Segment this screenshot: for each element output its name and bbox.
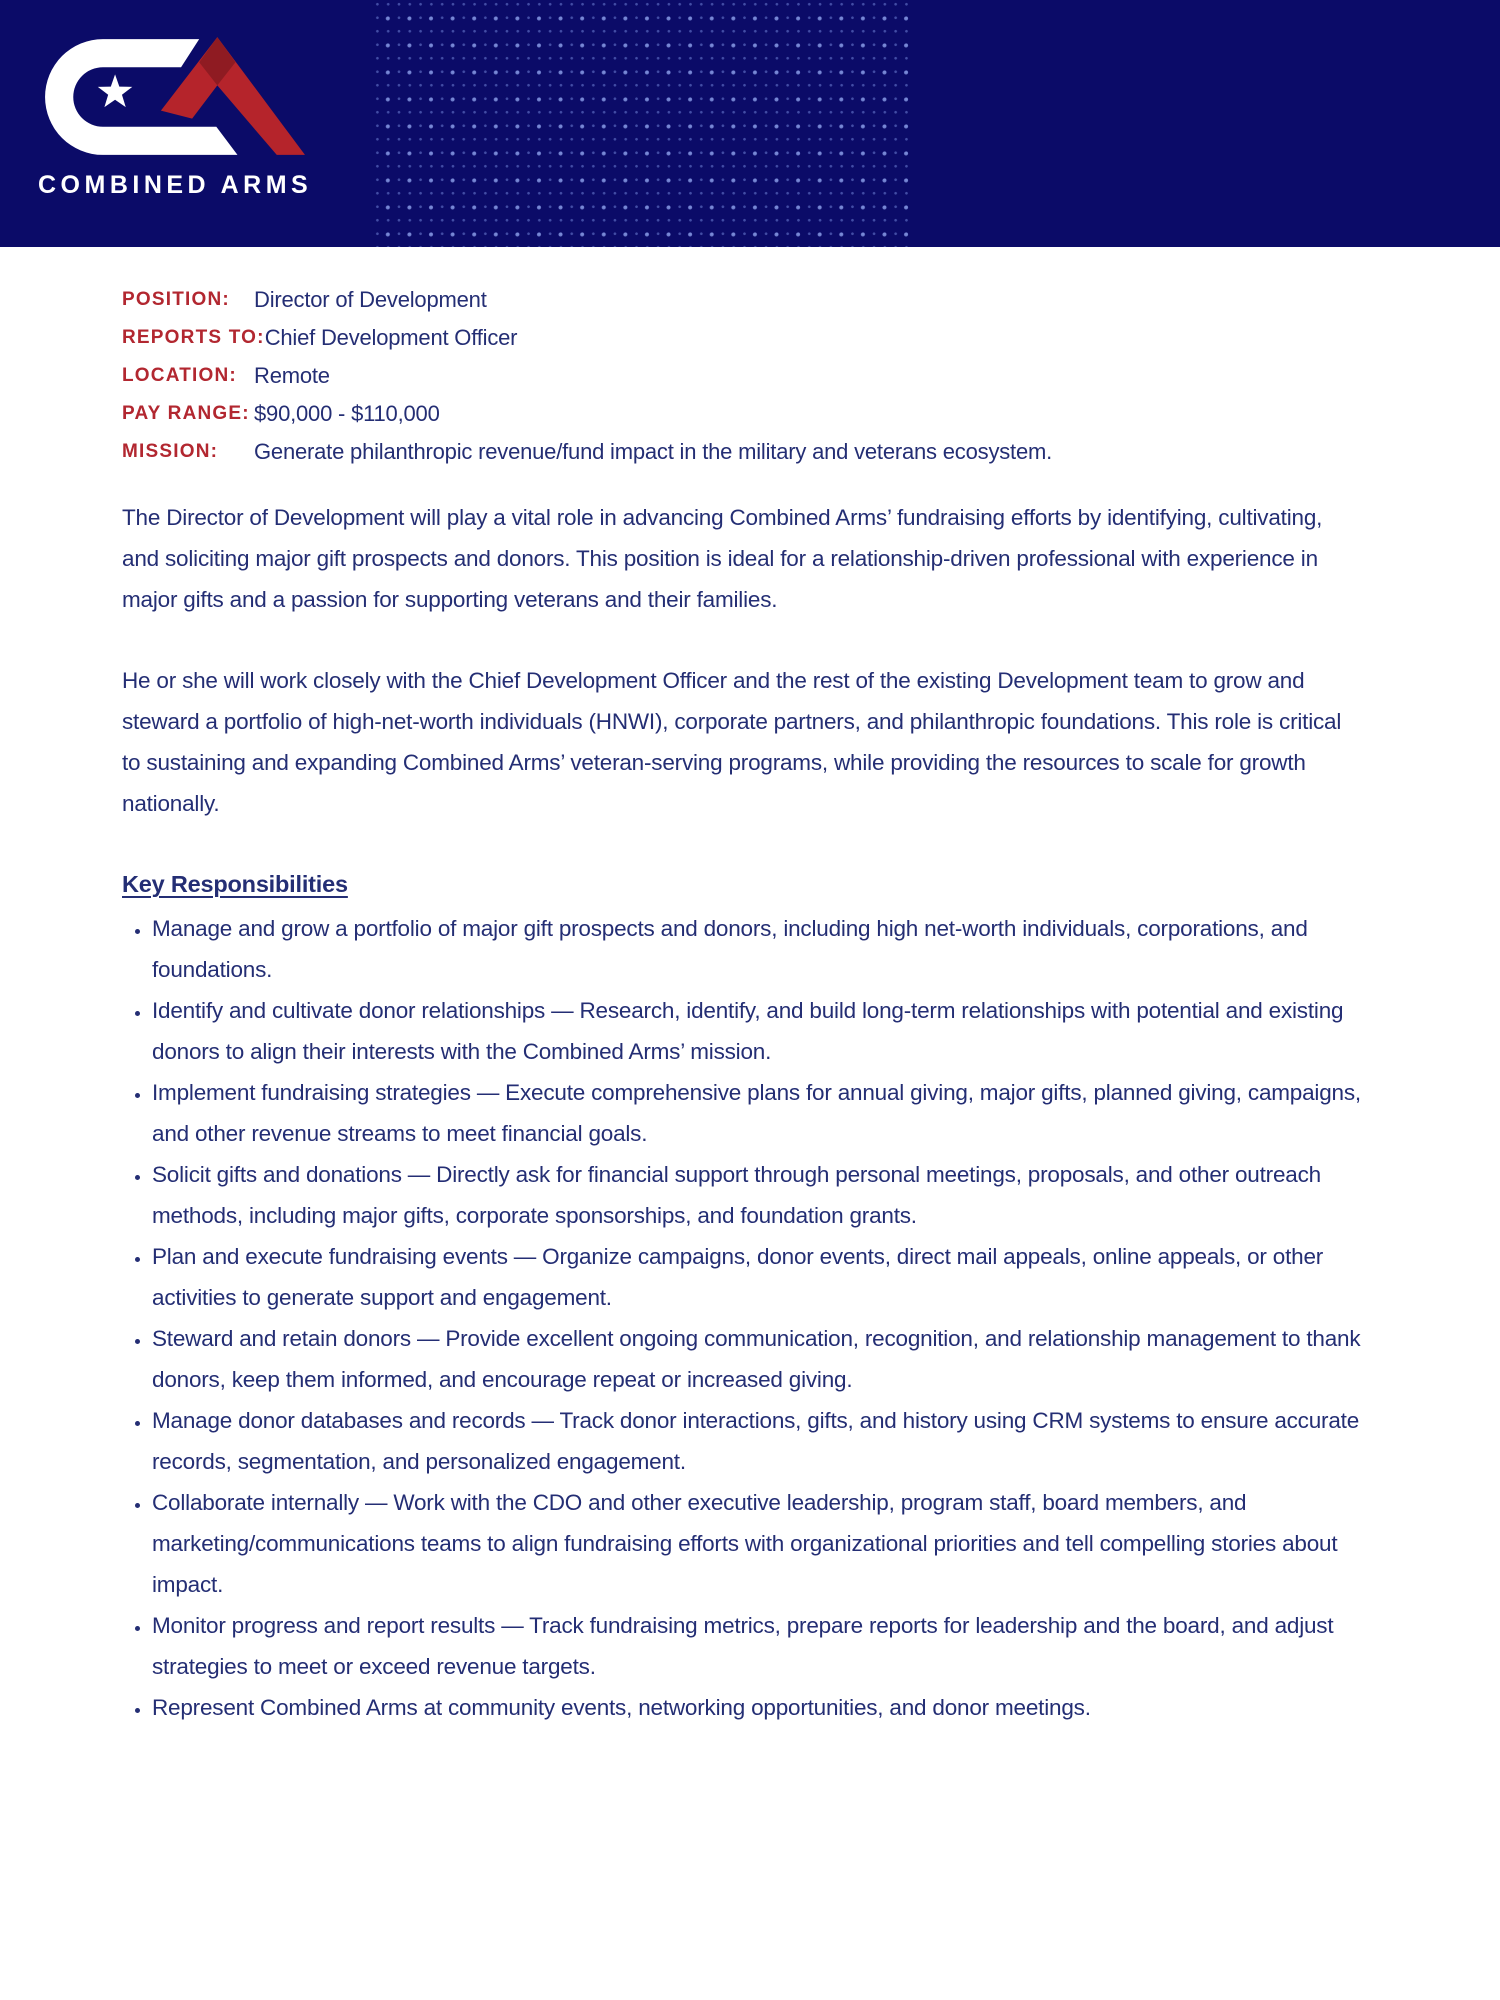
location-value: Remote: [254, 363, 330, 388]
responsibility-item: • Plan and execute fundraising events — Organize campaigns, donor events, direct mail appeals, online appeals, or other activities to generate support and engagement.: [152, 1236, 1382, 1318]
responsibility-item: • Steward and retain donors — Provide excellent ongoing communication, recognition, and relationship management to thank donors, keep them informed, and encourage repeat or increased giving.: [152, 1318, 1382, 1400]
responsibility-item: • Represent Combined Arms at community events, networking opportunities, and donor meetings.: [152, 1687, 1382, 1728]
key-responsibilities-heading: Key Responsibilities: [122, 871, 348, 897]
overview-paragraph: He or she will work closely with the Chief Development Officer and the rest of the existing Development team to grow and steward a portfolio of high-net-worth individuals (HNWI), corporate partners, and philanthropic foundations. This role is critical to sustaining and expanding Combined Arms’ veteran-serving programs, while providing the resources to scale for growth nationally.: [122, 668, 1342, 816]
responsibility-item: • Identify and cultivate donor relationships — Research, identify, and build long-term relationships with potential and existing donors to align their interests with the Combined Arms’ mission.: [152, 990, 1382, 1072]
responsibility-item: • Implement fundraising strategies — Execute comprehensive plans for annual giving, major gifts, planned giving, campaigns, and other revenue streams to meet financial goals.: [152, 1072, 1382, 1154]
responsibilities-list: [122, 908, 1382, 1728]
star-icon: [98, 74, 132, 107]
responsibility-item: • Solicit gifts and donations — Directly ask for financial support through personal meetings, proposals, and other outreach methods, including major gifts, corporate sponsorships, and foundation grants.: [152, 1154, 1382, 1236]
mission-label: MISSION:: [122, 441, 219, 462]
meta-row-reports-to: [122, 319, 1400, 357]
position-label: POSITION:: [122, 289, 230, 310]
logo-wordmark: COMBINED ARMS: [38, 171, 313, 199]
reports-to-label: REPORTS TO:: [122, 327, 265, 348]
responsibility-item: • Manage and grow a portfolio of major gift prospects and donors, including high net-worth individuals, corporations, and foundations.: [152, 908, 1382, 990]
ca-logo-mark: [38, 32, 310, 159]
reports-to-value: Chief Development Officer: [264, 325, 518, 350]
meta-row-pay-range: [122, 395, 1400, 433]
pay-range-value: $90,000 - $110,000: [254, 401, 440, 426]
position-value: Director of Development: [254, 287, 487, 312]
meta-row-position: [122, 281, 1400, 319]
pay-range-label: PAY RANGE:: [122, 403, 250, 424]
location-label: LOCATION:: [122, 365, 237, 386]
intro-paragraph: The Director of Development will play a vital role in advancing Combined Arms’ fundraising efforts by identifying, cultivating, and soliciting major gift prospects and donors. This position is ideal for a relationship-driven professional with experience in major gifts and a passion for supporting veterans and their families.: [122, 505, 1323, 612]
meta-row-mission: [122, 433, 1400, 471]
header-banner: [0, 0, 1500, 247]
responsibility-item: • Collaborate internally — Work with the CDO and other executive leadership, program staff, board members, and marketing/communications teams to align fundraising efforts with organizational priorities and tell compelling stories about impact.: [152, 1482, 1382, 1605]
responsibility-item: • Manage donor databases and records — Track donor interactions, gifts, and history using CRM systems to ensure accurate records, segmentation, and personalized engagement.: [152, 1400, 1382, 1482]
responsibility-item: • Monitor progress and report results — Track fundraising metrics, prepare reports for leadership and the board, and adjust strategies to meet or exceed revenue targets.: [152, 1605, 1382, 1687]
dot-pattern-decoration: [372, 0, 915, 247]
mission-value: Generate philanthropic revenue/fund impact in the military and veterans ecosystem.: [254, 439, 1053, 464]
position-meta-block: [122, 281, 1400, 471]
combined-arms-logo: [38, 32, 312, 200]
meta-row-location: [122, 357, 1400, 395]
document-body: [0, 281, 1500, 1728]
